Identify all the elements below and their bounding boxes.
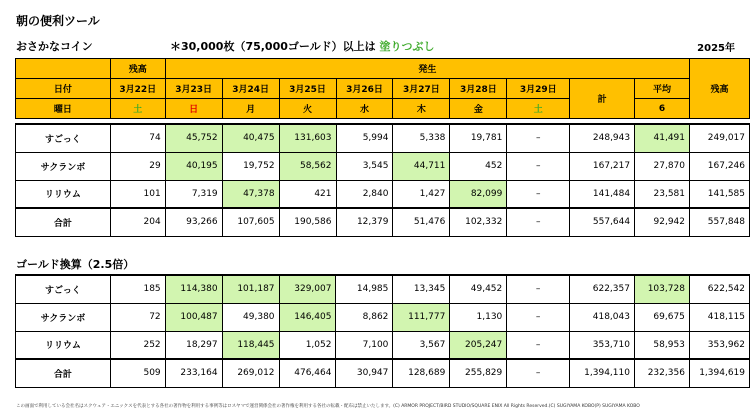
value-cell: 40,195 [165,152,222,180]
start-balance-cell: 252 [110,331,165,359]
value-cell: 101,187 [222,275,279,303]
coin-table [15,58,750,237]
gold-table [15,274,750,388]
weekday-cell: 月 [222,99,279,119]
page-title: 朝の便利ツール [16,14,100,28]
date-cell: 3月29日 [507,79,570,99]
value-cell: 107,605 [222,208,279,236]
total-cell: 167,217 [570,152,635,180]
average-cell: 103,728 [634,275,689,303]
value-cell: 269,012 [222,359,279,387]
header-weekday: 曜日 [16,99,111,119]
date-cell: 3月26日 [336,79,393,99]
value-cell: 30,947 [336,359,393,387]
start-balance-cell: 509 [110,359,165,387]
average-cell: 41,491 [635,124,690,152]
value-cell: 44,711 [393,152,450,180]
value-cell: 3,567 [393,331,450,359]
start-balance-cell: 29 [110,152,165,180]
table-row [16,275,750,303]
end-balance-cell: 167,246 [690,152,750,180]
total-cell: 141,484 [570,180,635,208]
value-cell: 47,378 [222,180,279,208]
value-cell: 5,994 [336,124,393,152]
value-cell: 14,985 [336,275,393,303]
average-divisor: 6 [635,99,690,119]
header-start-balance: 残高 [110,59,165,79]
header-average: 平均 [635,79,690,99]
row-label: 合計 [16,359,111,387]
end-balance-cell: 418,115 [689,303,749,331]
weekday-cell: 水 [336,99,393,119]
date-cell: 3月27日 [393,79,450,99]
end-balance-cell: 557,848 [690,208,750,236]
value-cell: 421 [279,180,336,208]
row-label: サクランボ [16,152,111,180]
total-cell: 1,394,110 [570,359,635,387]
row-label: 合計 [16,208,111,236]
row-label: リリウム [16,180,111,208]
start-balance-cell: 185 [110,275,165,303]
value-cell: 452 [450,152,507,180]
value-cell: 1,052 [279,331,336,359]
value-cell: 2,840 [336,180,393,208]
total-cell: 248,943 [570,124,635,152]
date-cell: 3月23日 [165,79,222,99]
value-cell: 3,545 [336,152,393,180]
copyright-footer: この画面で利用している会社名はスクウェア・エニックスを代表とする各社の著作物を利用する事例等はロスヤマで運営関係会社の著作権を利用する各社の転載・配布は禁止いたします。(C) ARMOR PROJECT/BIRD STUDIO/SQUARE ENIX All Rights Reserved.(C) SUGIYAMA KOBO(P) SUGIYAMA KOBO [16,404,640,409]
value-cell: 51,476 [393,208,450,236]
note-text: ＊30,000枚（75,000ゴールド）以上は [170,40,376,53]
value-cell: 100,487 [165,303,222,331]
end-balance-cell: 141,585 [690,180,750,208]
value-cell: 7,100 [336,331,393,359]
table-row [16,303,750,331]
start-balance-cell: 204 [110,208,165,236]
value-cell: – [507,331,570,359]
weekday-cell: 木 [393,99,450,119]
average-cell: 23,581 [635,180,690,208]
average-cell: 92,942 [635,208,690,236]
value-cell: 1,427 [393,180,450,208]
weekday-cell: 土 [507,99,570,119]
value-cell: 128,689 [393,359,450,387]
end-balance-cell: 622,542 [689,275,749,303]
weekday-cell: 金 [450,99,507,119]
value-cell: 49,452 [450,275,507,303]
value-cell: – [507,303,570,331]
start-balance-cell: 101 [110,180,165,208]
date-cell: 3月22日 [110,79,165,99]
gold-section-title: ゴールド換算（2.5倍） [16,258,135,271]
average-cell: 58,953 [634,331,689,359]
average-cell: 232,356 [634,359,689,387]
weekday-cell: 日 [165,99,222,119]
value-cell: 49,380 [222,303,279,331]
highlight-note [170,38,435,54]
table-row [16,331,750,359]
row-label: リリウム [16,331,111,359]
header-total: 計 [570,79,635,119]
total-cell: 418,043 [570,303,635,331]
value-cell: 476,464 [279,359,336,387]
header-blank [16,59,111,79]
row-label: すごっく [16,275,111,303]
value-cell: 111,777 [393,303,450,331]
value-cell: 8,862 [336,303,393,331]
value-cell: 18,297 [165,331,222,359]
end-balance-cell: 353,962 [689,331,749,359]
average-cell: 27,870 [635,152,690,180]
date-cell: 3月28日 [450,79,507,99]
header-end-balance: 残高 [690,59,750,119]
year-label: 2025年 [697,43,735,54]
table-subtitle: おさかなコイン [16,40,93,53]
value-cell: – [507,359,570,387]
value-cell: 93,266 [165,208,222,236]
value-cell: – [507,124,570,152]
start-balance-cell: 72 [110,303,165,331]
value-cell: 58,562 [279,152,336,180]
value-cell: 13,345 [393,275,450,303]
total-cell: 622,357 [570,275,635,303]
table-row-total [16,208,750,236]
table-row-total [16,359,750,387]
value-cell: 255,829 [450,359,507,387]
value-cell: – [507,275,570,303]
row-label: すごっく [16,124,111,152]
table-row [16,180,750,208]
value-cell: 233,164 [165,359,222,387]
note-highlight-word: 塗りつぶし [379,40,435,53]
total-cell: 557,644 [570,208,635,236]
value-cell: 19,781 [450,124,507,152]
header-date: 日付 [16,79,111,99]
start-balance-cell: 74 [110,124,165,152]
value-cell: 7,319 [165,180,222,208]
value-cell: 5,338 [393,124,450,152]
value-cell: – [507,152,570,180]
value-cell: 131,603 [279,124,336,152]
value-cell: 19,752 [222,152,279,180]
table-row [16,124,750,152]
row-label: サクランボ [16,303,111,331]
weekday-cell: 火 [279,99,336,119]
value-cell: 190,586 [279,208,336,236]
value-cell: 329,007 [279,275,336,303]
table-row [16,152,750,180]
weekday-cell: 土 [110,99,165,119]
value-cell: 118,445 [222,331,279,359]
header-occurrence: 発生 [165,59,689,79]
value-cell: – [507,208,570,236]
value-cell: 114,380 [165,275,222,303]
value-cell: 12,379 [336,208,393,236]
date-cell: 3月25日 [279,79,336,99]
date-cell: 3月24日 [222,79,279,99]
average-cell: 69,675 [634,303,689,331]
end-balance-cell: 1,394,619 [689,359,749,387]
end-balance-cell: 249,017 [690,124,750,152]
value-cell: 102,332 [450,208,507,236]
value-cell: – [507,180,570,208]
value-cell: 1,130 [450,303,507,331]
value-cell: 205,247 [450,331,507,359]
value-cell: 45,752 [165,124,222,152]
total-cell: 353,710 [570,331,635,359]
value-cell: 146,405 [279,303,336,331]
value-cell: 82,099 [450,180,507,208]
value-cell: 40,475 [222,124,279,152]
